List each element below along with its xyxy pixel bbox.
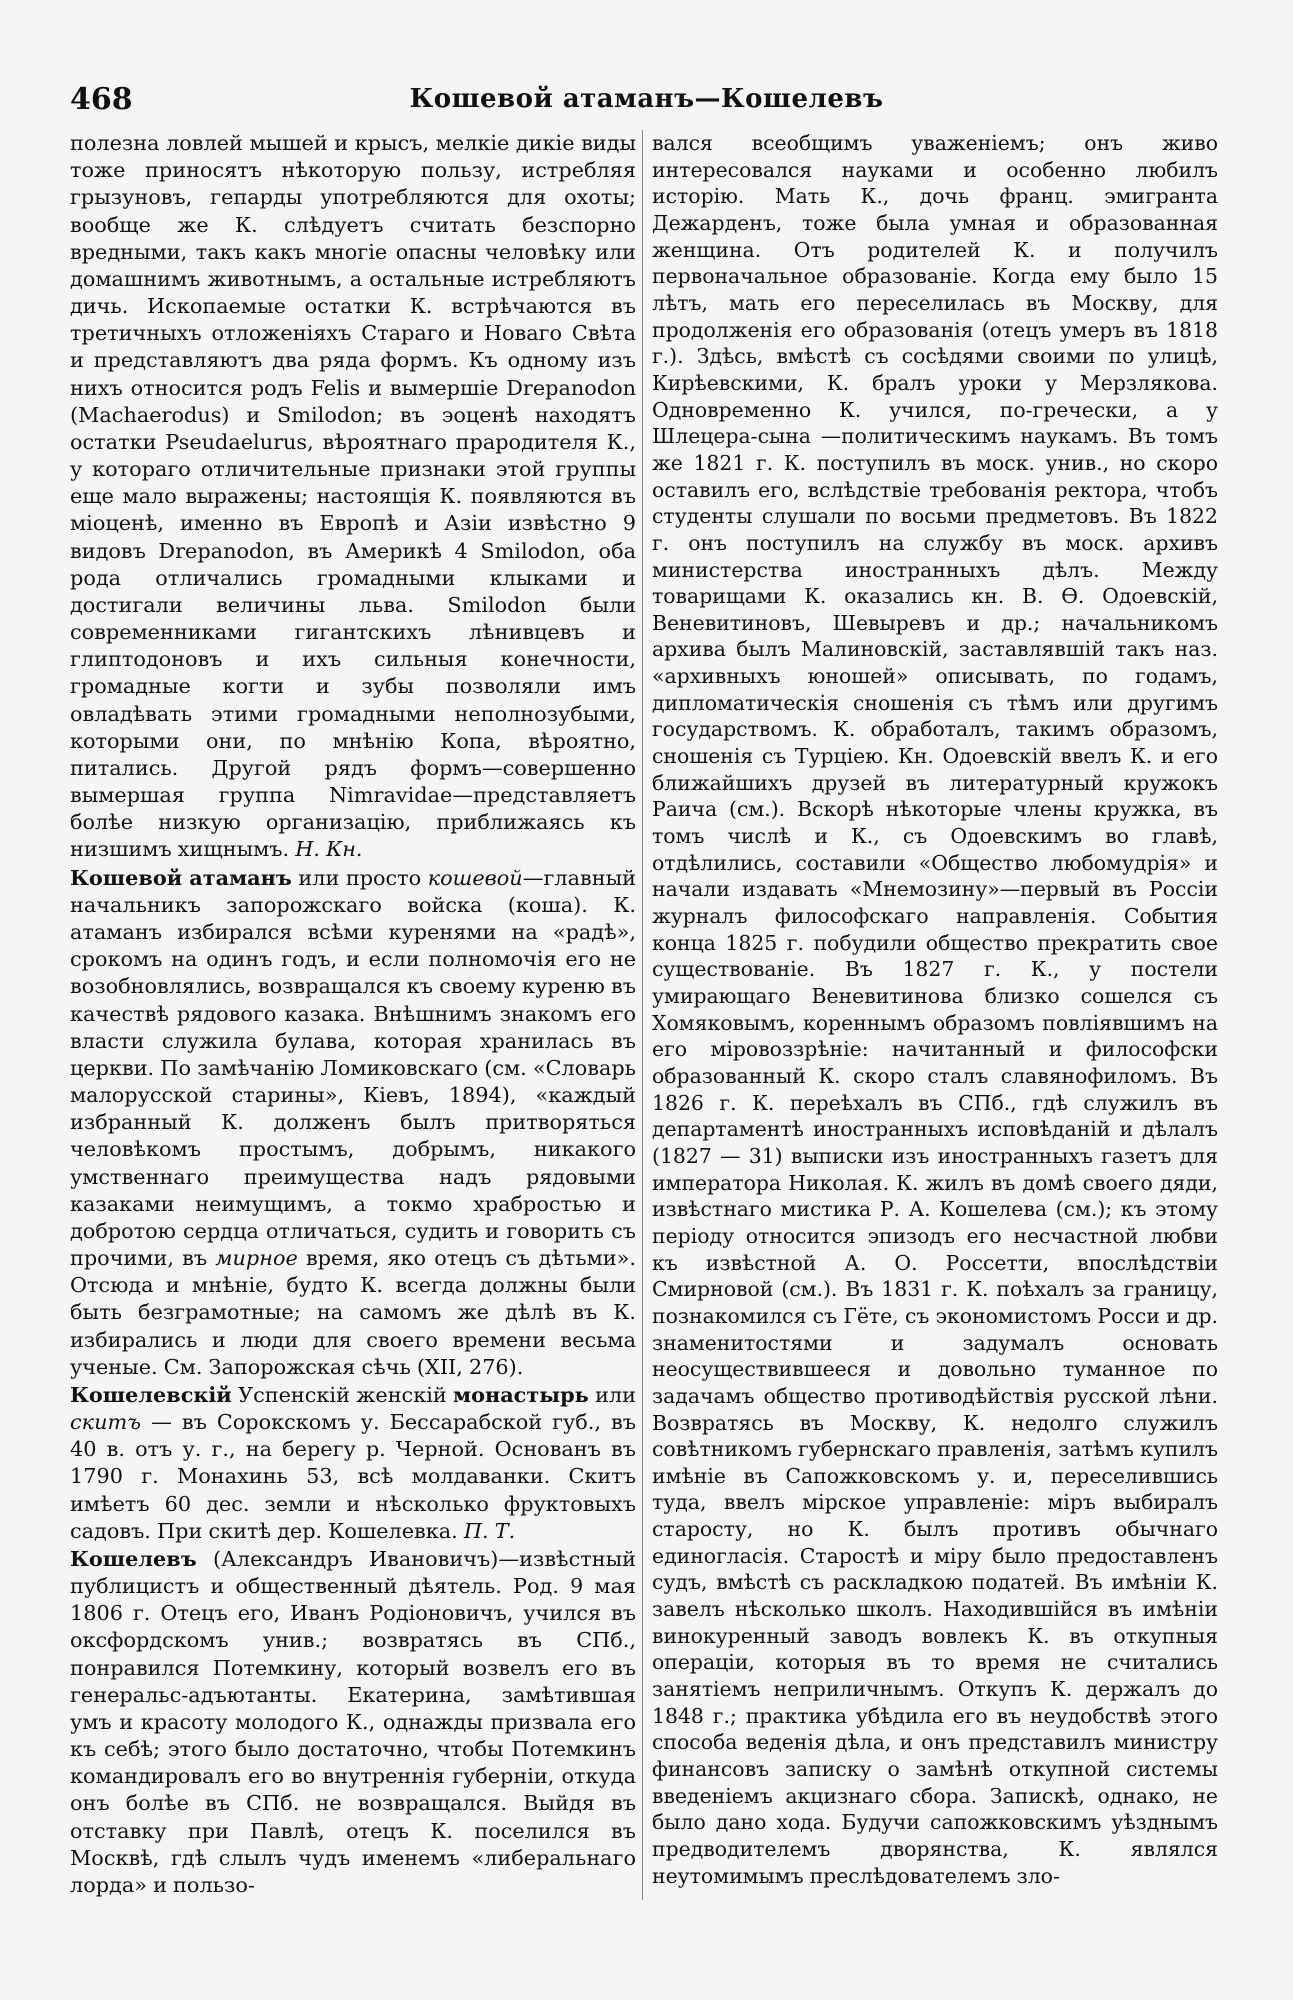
running-head: Кошевой атаманъ—Кошелевъ	[409, 84, 884, 114]
page-header	[70, 82, 1223, 126]
headword-monastyr: монастырь	[453, 1381, 589, 1407]
author-signature: Н. Кн.	[295, 837, 363, 862]
column-divider	[642, 130, 643, 1900]
right-column	[652, 130, 1218, 1889]
entry-text: время, яко отецъ съ дѣтьми». Отсюда и мнѣніе, будто К. всегда должны были быть безграмотные; на самомъ же дѣлѣ въ К. избирались и люди для своего времени весьма ученые. См. Запорожская сѣчь (XII, 276).	[70, 1246, 636, 1379]
page-number: 468	[70, 82, 133, 117]
entry-text: или просто	[291, 865, 428, 890]
entry-italic: мирное	[215, 1246, 298, 1271]
left-column	[70, 130, 636, 1899]
headword-koshelevsky: Кошелевскій	[70, 1381, 232, 1407]
entry-text: (Александръ Ивановичъ)—извѣстный публицистъ и общественный дѣятель. Род. 9 мая 1806 г. Отецъ его, Иванъ Родіоновичъ, учился въ оксфордскомъ унив.; возвратясь въ СПб., понравился Потемкину, который возвелъ его въ генеральс-адъютанты. Екатерина, замѣтившая умъ и красоту молодого К., однажды призвала его къ себѣ; этого было достаточно, чтобы Потемкинъ командировалъ его во внутреннія губерніи, откуда онъ болѣе въ СПб. не возвращался. Выйдя въ отставку при Павлѣ, отецъ К. поселился въ Москвѣ, гдѣ слылъ чудъ именемъ «либеральнаго лорда» и пользо-	[70, 1546, 636, 1897]
entry-italic: скитъ	[70, 1410, 142, 1435]
entry-text: — въ Сорокскомъ у. Бессарабской губ., въ 40 в. отъ у. г., на берегу р. Черной. Основанъ въ 1790 г. Монахинь 53, всѣ молдаванки. Скитъ имѣетъ 60 дес. земли и нѣсколько фруктовыхъ садовъ. При скитѣ дер. Кошелевка.	[70, 1410, 636, 1543]
entry-text: Успенскій женскій	[231, 1382, 454, 1407]
entry-text: или	[588, 1382, 636, 1407]
headword-koshevoy-ataman: Кошевой атаманъ	[70, 864, 292, 890]
entry-text: вался всеобщимъ уваженіемъ; онъ живо интересовался науками и особенно любилъ исторію. Мать К., дочь франц. эмигранта Дежарденъ, тоже была умная и образованная женщина. Отъ родителей К. и получилъ первоначальное образованіе. Когда ему было 15 лѣтъ, мать его переселилась въ Москву, для продолженія его образованія (отецъ умеръ въ 1818 г.). Здѣсь, вмѣстѣ съ сосѣдями своими по улицѣ, Кирѣевскими, К. бралъ уроки у Мерзлякова. Одновременно К. учился, по-гречески, а у Шлецера-сына —политическимъ наукамъ. Въ томъ же 1821 г. К. поступилъ въ моск. унив., но скоро оставилъ его, вслѣдствіе требованія ректора, чтобъ студенты слушали по восьми предметовъ. Въ 1822 г. онъ поступилъ на службу въ моск. архивъ министерства иностранныхъ дѣлъ. Между товарищами К. оказались кн. В. Ѳ. Одоевскій, Веневитиновъ, Шевыревъ и др.; начальникомъ архива былъ Малиновскій, заставлявшій такъ наз. «архивныхъ юношей» описывать, по годамъ, дипломатическія сношенія съ тѣмъ или другимъ государствомъ. К. обработалъ, такимъ образомъ, сношенія съ Турціею. Кн. Одоевскій ввелъ К. и его ближайшихъ друзей въ литературный кружокъ Раича (см.). Вскорѣ нѣкоторые члены кружка, въ томъ числѣ и К., съ Одоевскимъ во главѣ, отдѣлились, составили «Общество любомудрія» и начали издавать «Мнемозину»—первый въ Россіи журналъ философскаго направленія. События конца 1825 г. побудили общество прекратить свое существованіе. Въ 1827 г. К., у постели умирающаго Веневитинова близко сошелся съ Хомяковымъ, кореннымъ образомъ повліявшимъ на его міровоззрѣніе: начитанный и философски образованный К. скоро сталъ славянофиломъ. Въ 1826 г. К. переѣхалъ въ СПб., гдѣ служилъ въ департаментѣ иностранныхъ исповѣданій и дѣлалъ (1827 — 31) выписки изъ иностранныхъ газетъ для императора Николая. К. жилъ въ домѣ своего дяди, извѣстнаго мистика Р. А. Кошелева (см.); къ этому періоду относится эпизодъ его несчастной любви къ извѣстной А. О. Россетти, впослѣдствіи Смирновой (см.). Въ 1831 г. К. поѣхалъ за границу, познакомился съ Гёте, съ экономистомъ Росси и др. знаменитостями и задумалъ основать неосуществившееся и довольно туманное по задачамъ общество противодѣйствія русской лѣни. Возвратясь въ Москву, К. недолго служилъ совѣтникомъ губернскаго правленія, затѣмъ купилъ имѣніе въ Сапожковскомъ у. и, переселившись туда, ввелъ мірское управленіе: міръ выбиралъ старосту, но К. былъ противъ обычнаго единогласія. Старостѣ и міру было предоставленъ судъ, вмѣстѣ съ раскладкою податей. Въ имѣніи К. завелъ нѣсколько школъ. Находившійся въ имѣніи винокуренный заводъ вовлекъ К. въ откупныя операціи, которыя въ то время не считались занятіемъ неприличнымъ. Откупъ К. держалъ до 1848 г.; практика убѣдила его въ неудобствѣ этого способа веденія дѣла, и онъ представилъ министру финансовъ записку о замѣнѣ откупной системы введеніемъ акцизнаго сбора. Запискѣ, однако, не было дано хода. Будучи сапожковскимъ уѣзднымъ предводителемъ дворянства, К. являлся неутомимымъ преслѣдователемъ зло-	[652, 131, 1218, 1888]
entry-italic: кошевой	[427, 865, 523, 890]
author-signature: П. Т.	[463, 1518, 516, 1543]
article-continuation: полезна ловлей мышей и крысъ, мелкіе дикіе виды тоже приносятъ нѣкоторую пользу, истребляя грызуновъ, гепарды употребляются для охоты; вообще же К. слѣдуетъ считать безспорно вредными, такъ какъ многіе опасны человѣку или домашнимъ животнымъ, а остальные истребляютъ дичь. Ископаемые остатки К. встрѣчаются въ третичныхъ отложеніяхъ Стараго и Новаго Свѣта и представляютъ два ряда формъ. Къ одному изъ нихъ относится родъ Felis и вымершіе Drepanodon (Machaerodus) и Smilodon; въ эоценѣ находятъ остатки Pseudaelurus, вѣроятнаго прародителя К., у котораго отличительные признаки этой группы еще мало выражены; настоящія К. появляются въ міоценѣ, именно въ Европѣ и Азіи извѣстно 9 видовъ Drepanodon, въ Америкѣ 4 Smilodon, оба рода отличались громадными клыками и достигали величины льва. Smilodon были современниками гигантскихъ лѣнивцевъ и глиптодоновъ и ихъ сильныя конечности, громадные когти и зубы позволяли имъ овладѣвать этими громадными неполнозубыми, которыми они, по мнѣнію Копа, вѣроятно, питались. Другой рядъ формъ—совершенно вымершая группа Nimravidae—представляетъ болѣе низкую организацію, приближаясь къ низшимъ хищнымъ.	[70, 131, 636, 862]
headword-koshelev: Кошелевъ	[70, 1545, 197, 1571]
entry-text: —главный начальникъ запорожскаго войска (коша). К. атаманъ избирался всѣми куренями на «радѣ», срокомъ на одинъ годъ, и если полномочія его не возобновлялись, возвращался къ своему куреню въ качествѣ рядового казака. Внѣшнимъ знакомъ его власти служила булава, которая хранилась въ церкви. По замѣчанію Ломиковскаго (см. «Словарь малорусской старины», Кіевъ, 1894), «каждый избранный К. долженъ былъ притворяться человѣкомъ простымъ, добрымъ, никакого умственнаго преимущества надъ рядовыми казаками неимущимъ, а токмо храбростью и добротою сердца отличаться, судить и говорить съ прочими, въ	[70, 865, 636, 1271]
